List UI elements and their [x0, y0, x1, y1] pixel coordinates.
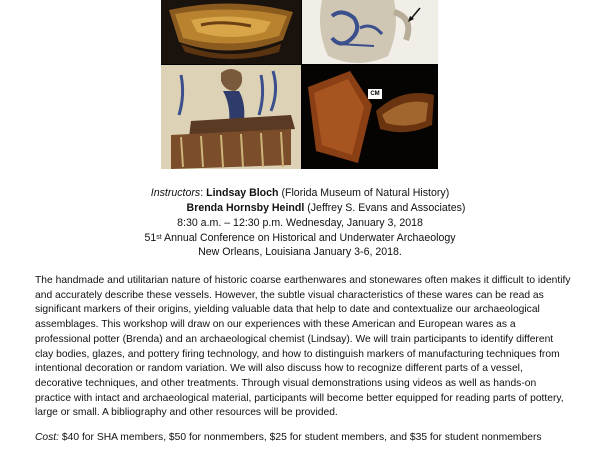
- photo-earthenware-bowl: [161, 0, 301, 64]
- conference-ordinal: 51: [144, 232, 157, 244]
- photo-collage: [161, 0, 438, 169]
- conference-name: Annual Conference on Historical and Underwater Archaeology: [164, 232, 456, 244]
- instructors-line: Instructors: Lindsay Bloch (Florida Museum of Natural History): [150, 187, 450, 199]
- instructors-label: Instructors: [150, 187, 201, 199]
- instructor1-name: Lindsay Bloch: [206, 187, 279, 199]
- cost-text: $40 for SHA members, $50 for nonmembers, $25 for student members, and $35 for student nonmembers: [59, 432, 542, 443]
- conference-ordinal-suffix: st: [156, 234, 162, 241]
- photo-decorated-tile: [161, 65, 301, 169]
- instructor2-line: [0, 202, 600, 215]
- workshop-description: [35, 274, 573, 421]
- workshop-time: 8:30 a.m. – 12:30 p.m. Wednesday, January 3, 2018: [177, 217, 423, 229]
- photo-stoneware-jug: [302, 0, 438, 64]
- instructor1-affiliation: (Florida Museum of Natural History): [281, 187, 450, 199]
- conference-line: [0, 232, 600, 245]
- cost-line: [35, 431, 595, 445]
- instructor2-name: Brenda Hornsby Heindl: [186, 202, 305, 214]
- conference-location: New Orleans, Louisiana January 3-6, 2018.: [198, 246, 402, 258]
- photo-sherds: [302, 65, 438, 169]
- cm-label: CM: [368, 89, 382, 99]
- instructor2-affiliation: (Jeffrey S. Evans and Associates): [307, 202, 466, 214]
- cost-label: Cost:: [35, 432, 60, 443]
- description-text: The handmade and utilitarian nature of historic coarse earthenwares and stonewares often makes it difficult to identify and accurately describe these vessels. However, the subtle visual characteristics of these wares can be read as significant markers of their origins, yielding valuable data that help to date and contextualize our archaeological assemblages. This workshop will draw on our experiences with these American and European wares as a professional potter (Brenda) and an archaeological chemist (Lindsay). We will train participants to identify different clay bodies, glazes, and pottery firing technology, and how to distinguish markers of manufacturing techniques from intentional decoration or random variation. We will also discuss how to recognize different parts of a vessel, decorative techniques, and other treatments. Through visual demonstrations using videos as well as hands-on practice with intact and archaeological material, participants will become better equipped for reading parts of pottery, large or small. A bibliography and other resources will be provided.: [35, 275, 571, 419]
